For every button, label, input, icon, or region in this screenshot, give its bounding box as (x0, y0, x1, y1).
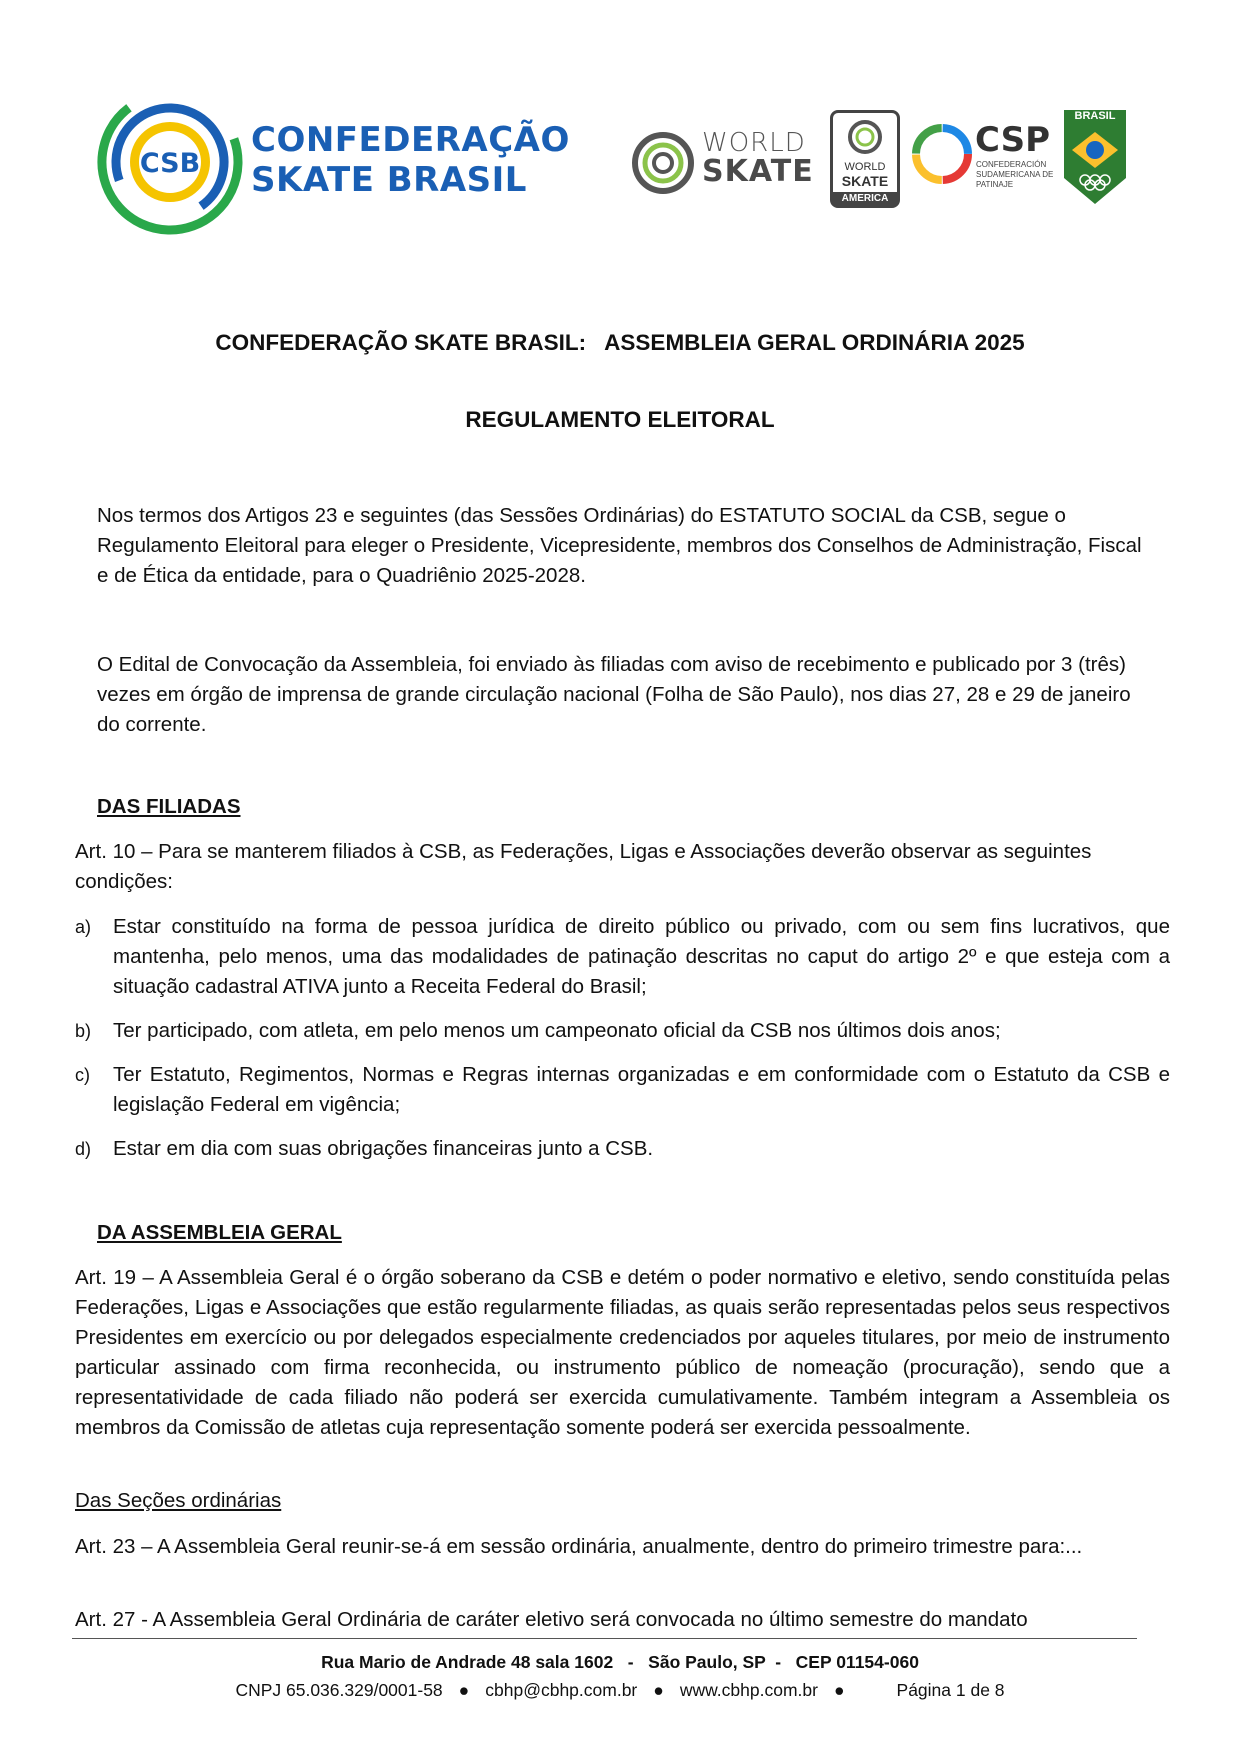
section-heading-assembleia: DA ASSEMBLEIA GERAL (97, 1221, 342, 1244)
csp-wordmark: CSP (975, 120, 1050, 160)
document-subtitle: REGULAMENTO ELEITORAL (465, 407, 775, 432)
list-item-text: Ter participado, com atleta, em pelo menos um campeonato oficial da CSB nos últimos dois anos; (113, 1019, 1001, 1042)
list-marker: d) (75, 1139, 92, 1159)
cob-brasil-logo (1062, 108, 1128, 206)
bullet-icon: ● (833, 1680, 845, 1700)
world-skate-line1: WORLD (702, 128, 806, 158)
csp-subtitle: CONFEDERACIÓN SUDAMERICANA DE PATINAJE (976, 160, 1054, 189)
footer-address: Rua Mario de Andrade 48 sala 1602 - São Paulo, SP - CEP 01154-060 (321, 1652, 919, 1672)
wsa-line3: AMERICA (833, 192, 897, 205)
list-marker: c) (75, 1065, 90, 1085)
brasil-shield-icon (1062, 108, 1128, 206)
wsa-swirl-icon (845, 117, 885, 157)
world-skate-america-logo (830, 110, 900, 208)
wsa-line2: SKATE (841, 173, 889, 189)
footer-divider (72, 1638, 1137, 1639)
footer-website[interactable]: www.cbhp.com.br (679, 1680, 818, 1700)
title-right: ASSEMBLEIA GERAL ORDINÁRIA 2025 (604, 330, 1025, 355)
article-10: Art. 10 – Para se manterem filiados à CSB, as Federações, Ligas e Associações deverão observar as seguintes condições: (75, 840, 1092, 893)
article-19: Art. 19 – A Assembleia Geral é o órgão soberano da CSB e detém o poder normativo e eletivo, sendo constituída pelas Federações, Ligas e Associações que estão regularmente filiadas, as quais serão representadas pelos seus respectivos Presidentes em exercício ou por delegados especialmente credenciados por aqueles titulares, por meio de instrumento particular assinado com firma reconhecida, ou instrumento público de nomeação (procuração), sendo que a representatividade de cada filiado não poderá ser exercida cumulativamente. Também integram a Assembleia os membros da Comissão de atletas cuja representação somente poderá ser exercida pessoalmente. (75, 1266, 1170, 1439)
list-item-text: Estar constituído na forma de pessoa jurídica de direito público ou privado, com ou sem fins lucrativos, que mantenha, pelo menos, uma das modalidades de patinação descritas no caput do artigo 2º e que esteja com a situação cadastral ATIVA junto a Receita Federal do Brasil; (113, 915, 1170, 998)
article-23: Art. 23 – A Assembleia Geral reunir-se-á em sessão ordinária, anualmente, dentro do primeiro trimestre para:... (75, 1535, 1083, 1558)
condition-list-item (75, 912, 1170, 1002)
csb-name-line1: CONFEDERAÇÃO (251, 120, 570, 160)
list-item-text: Ter Estatuto, Regimentos, Normas e Regras internas organizadas e em conformidade com o Estatuto da CSB e legislação Federal em vigência; (113, 1063, 1170, 1116)
bullet-icon: ● (653, 1680, 664, 1700)
article-27: Art. 27 - A Assembleia Geral Ordinária de caráter eletivo será convocada no último semestre do mandato (75, 1608, 1028, 1631)
world-skate-swirl-icon (630, 130, 696, 196)
condition-list-item (75, 1060, 1170, 1120)
footer-page-number: Página 1 de 8 (896, 1680, 1005, 1700)
footer-email[interactable]: cbhp@cbhp.com.br (485, 1680, 638, 1700)
footer-contact (0, 1680, 1240, 1701)
csb-emblem-icon (96, 88, 244, 236)
list-item-text: Estar em dia com suas obrigações financeiras junto a CSB. (113, 1137, 654, 1160)
list-marker: b) (75, 1021, 92, 1041)
condition-list-item (75, 1016, 1170, 1046)
csp-ring-icon (910, 118, 974, 190)
list-marker: a) (75, 917, 92, 937)
csb-monogram: CSB (139, 148, 201, 179)
csb-name-line2: SKATE BRASIL (251, 160, 527, 200)
wsa-line1: WORLD (844, 161, 886, 173)
section-heading-filiadas: DAS FILIADAS (97, 795, 241, 818)
condition-list-item (75, 1134, 1170, 1164)
bullet-icon: ● (458, 1680, 470, 1700)
csb-logo (96, 88, 570, 236)
brasil-label: BRASIL (1074, 110, 1116, 122)
intro-paragraph-2: O Edital de Convocação da Assembleia, foi enviado às filiadas com aviso de recebimento e publicado por 3 (três) vezes em órgão de imprensa de grande circulação nacional (Folha de São Paulo), nos dias 27, 28 e 29 de janeiro do corrente. (97, 653, 1131, 736)
partner-logos (630, 108, 1140, 208)
intro-paragraph-1: Nos termos dos Artigos 23 e seguintes (das Sessões Ordinárias) do ESTATUTO SOCIAL da CSB, segue o Regulamento Eleitoral para eleger o Presidente, Vicepresidente, membros dos Conselhos de Administração, Fiscal e de Ética da entidade, para o Quadriênio 2025-2028. (97, 504, 1142, 587)
document-title (0, 330, 1240, 356)
subsection-heading-ordinarias: Das Seções ordinárias (75, 1489, 282, 1512)
footer-cnpj: CNPJ 65.036.329/0001-58 (235, 1680, 443, 1700)
world-skate-line2: SKATE (702, 154, 814, 189)
title-left: CONFEDERAÇÃO SKATE BRASIL: (215, 330, 587, 355)
csb-wordmark (251, 120, 570, 200)
